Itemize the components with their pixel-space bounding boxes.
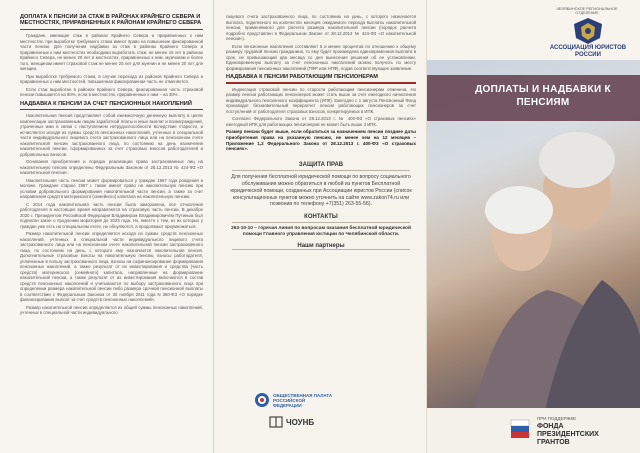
partners-title: Наши партнеры: [297, 242, 345, 249]
paragraph: Накопительная пенсия представляет собой ежемесячную денежную выплату в целях компенсации застрахованным лицам заработной платы и иных выплат и вознаграждений, утраченных ими в связи с наступлением нетрудоспособности вследствие старости, и исчисляется исходя из суммы средств пенсионных накоплений, учтенных в специальной части индивидуального лицевого счета застрахованного лица или на пенсионном счете накопительной пенсии застрахованного лица, по состоянию на день назначения накопительной пенсии, сформированных за счет страховых взносов работодателей и добровольных взносов.: [20, 113, 203, 157]
protect-rights-block: [226, 174, 416, 208]
savings-heading: НАДБАВКА К ПЕНСИИ ЗА СЧЕТ ПЕНСИОННЫХ НАКОПЛЕНИЙ: [20, 100, 192, 107]
org-region: ЧЕЛЯБИНСКОЕ РЕГИОНАЛЬНОЕ ОТДЕЛЕНИЕ: [556, 7, 618, 16]
association-crest-icon: [567, 16, 609, 46]
divider: [232, 222, 410, 223]
fund-name: ФОНДА ПРЕЗИДЕНТСКИХ ГРАНТОВ: [537, 423, 599, 446]
paragraph: Граждане, имеющие стаж в районах Крайнего Севера и приравненных к ним местностях, при выработке требуемого стажа имеют право на повышение фиксированной части пенсии. Для получения надбавки за стаж в районах Крайнего Севера и приравненных к ним местностях необходимо выработать стаж: не менее 15 лет в районах Крайнего Севера, не менее 20 лет в местностях, приравненных к ним, мужчинам и более того, женщинам имеет страховой стаж не менее 25 лет для мужчин и не менее 20 лет для женщин.: [20, 33, 203, 72]
paragraph: При выработке требуемого стажа, в случае перехода из районов Крайнего Севера и приравненных к ним местностей, повышенная фиксированная часть не отменяется.: [20, 73, 203, 85]
support-caption: ПРИ ПОДДЕРЖКЕ: [537, 416, 577, 421]
north-allowance-heading: ДОПЛАТА К ПЕНСИИ ЗА СТАЖ В РАЙОНАХ КРАЙНЕГО СЕВЕРА И МЕСТНОСТЯХ, ПРИРАВНЕННЫХ К РАЙОНАМ КРАЙНЕГО СЕВЕРА: [20, 14, 202, 27]
paragraph: Если пенсионные накопления составляют 5 и менее процентов по отношению к общему размеру трудовой пенсии гражданина, то ему будет произведена единовременная выплата в срок, не превышающий два месяца со дня вынесения решения об ее установлении. Единовременную выплату за счет пенсионных накоплений можно получить по месту формирования пенсионных накоплений (ПФР или НПФ), подав соответствующее заявление.: [226, 43, 416, 71]
paragraph: Если стаж выработан в районах Крайнего Севера, фиксированная часть страховой пенсии повышается на 50%, если в местностях, приравненных к ним – на 30%.: [20, 86, 203, 98]
contacts-block: [226, 226, 416, 238]
paragraph: Индексация страховой пенсии по старости работающим пенсионерам отменена. Но размер пенсии работающих пенсионеров может стать выше за счет ежегодного начисления индивидуального пенсионного коэффициента (ИПК). Ежегодно с 1 августа Пенсионный Фонд производит беззаявительный перерасчет пенсии работающих пенсионеров за счет поступлений от работодателя страховых взносов, конкретируемых в ИПК.: [226, 86, 416, 114]
working-pensioners-heading: НАДБАВКА К ПЕНСИИ РАБОТАЮЩИМ ПЕНСИОНЕРАМ: [226, 74, 378, 80]
bold-paragraph: Размер пенсии будет выше, если обратиться за назначением пенсии позднее даты приобретения права на указанную пенсию, не менее чем на 12 месяцев – Приложение 1,2 Федерального Закона от 28.12.2013 г. 400-ФЗ «О страховых пенсиях».: [226, 129, 416, 152]
brochure-title: ДОПЛАТЫ И НАДБАВКИ К ПЕНСИЯМ: [475, 84, 611, 108]
paragraph: Основания приобретения и порядок реализации права застрахованных лиц на накопительную пенсию определены Федеральным Законом от 28.12.2013 № 424-ФЗ «О накопительной пенсии».: [20, 159, 203, 176]
heading-rule: [20, 29, 203, 31]
contacts-text: 263-10-10 – горячая линия по вопросам оказания бесплатной юридической помощи Главного управления юстиции по Челябинской области.: [231, 226, 411, 238]
paragraph: Размер накопительной пенсии определяется исходя из суммы средств пенсионных накоплений, учтенных в специальной части индивидуального лицевого счета застрахованного лица или на пенсионном счете накопительной пенсии застрахованного лица, по состоянию на день, с которого ему назначается накопительная пенсия. Дополнительные страховые взносы на накопительную пенсию, взносы работодателя, уплаченные в пользу застрахованного лица, взносы на софинансирование формирования пенсионных накоплений, а также результат от их инвестирования и средства (часть средств) материнского (семейного) капитала, направленные на формирование накопительной пенсии, а также результат от их инвестирования включаются в состав средств пенсионных накоплений и учитываются по выбору застрахованного лица при определении размера накопительной пенсии либо размера срочной пенсионной выплаты в соответствии с Федеральным Законом от 30 ноября 2011 года N 360-ФЗ «О порядке финансирования выплат за счет средств пенсионных накоплений».: [20, 231, 203, 303]
contacts-title: КОНТАКТЫ: [304, 214, 338, 221]
left-panel: [0, 0, 213, 453]
library-logo-icon: [269, 415, 283, 429]
heading-rule: [20, 109, 203, 111]
divider: [232, 249, 410, 250]
protect-rights-text: Для получения бесплатной юридической помощи по вопросу социального обслуживания можно обратиться в любой из пунктов Бесплатной юридической помощи, созданных при Ассоциации юристов России (список консультационных пунктов можно уточнить на сайте www.zakon74.ru или позвонив по телефону +7(351) 263-55-56).: [230, 174, 412, 208]
divider: [232, 170, 410, 171]
partner-library-name: ЧОУНБ: [286, 417, 315, 427]
support-block: [427, 408, 640, 453]
paragraph: Согласно Федерального Закона от 28.12.2013 г. № 400-ФЗ «О страховых пенсиях» ежегодный ИПК для работающих пенсионеров не может быть выше 3 ИПК.: [226, 116, 416, 127]
middle-panel: [213, 0, 426, 453]
presidential-grants-logo-icon: [509, 418, 531, 440]
paragraph: лицевого счета застрахованного лица, по состоянию на день, с которого назначается выплата, поделенного на количество месяцев ожидаемого периода выплаты накопительной пенсии, применяемого для расчета размера накопительной пенсии (порядок расчета подробно представлен в Федеральном Законе от 28.12.2013 № 424-ФЗ «О накопительной пенсии»).: [226, 14, 416, 41]
paragraph: Размер накопительной пенсии определяется из общей суммы пенсионных накоплений, учтенных в специальной части индивидуального: [20, 304, 203, 316]
public-chamber-logo-icon: [254, 392, 270, 408]
paragraph: С 2014 года накопительная часть пенсии была заморожена, все отчисления работодателя в настоящее время направляются на страховую часть пенсии. В декабре 2020 г. Президентом Российской Федерации Владимиром Владимировичем Путиным был подписан закон о продлении моратория до 2023 года. Но, вместе с тем, из их которых у граждан уже есть на специальном счете, не обнуляются, а продолжают приумножаться.: [20, 201, 203, 229]
heading-rule: [226, 82, 416, 84]
paragraph: Накопительная часть пенсии может формироваться у граждан 1967 года рождения и моложе. Граждане старше 1967 г. также имеют право на накопительную пенсию при условии добровольного формирования накопительной части пенсии, а также за счет направления средств материнского (семейного) капитала на накопительную пенсию.: [20, 177, 203, 200]
partner-library: [269, 415, 314, 429]
org-name: АССОЦИАЦИЯ ЮРИСТОВ РОССИИ: [549, 45, 627, 58]
partner-public-chamber: [254, 392, 333, 408]
cover-header: [427, 0, 640, 60]
protect-rights-title: ЗАЩИТА ПРАВ: [298, 162, 344, 169]
partner-public-chamber-name: ОБЩЕСТВЕННАЯ ПАЛАТА РОССИЙСКОЙ ФЕДЕРАЦИИ: [273, 392, 333, 408]
cover-panel: [426, 0, 640, 453]
